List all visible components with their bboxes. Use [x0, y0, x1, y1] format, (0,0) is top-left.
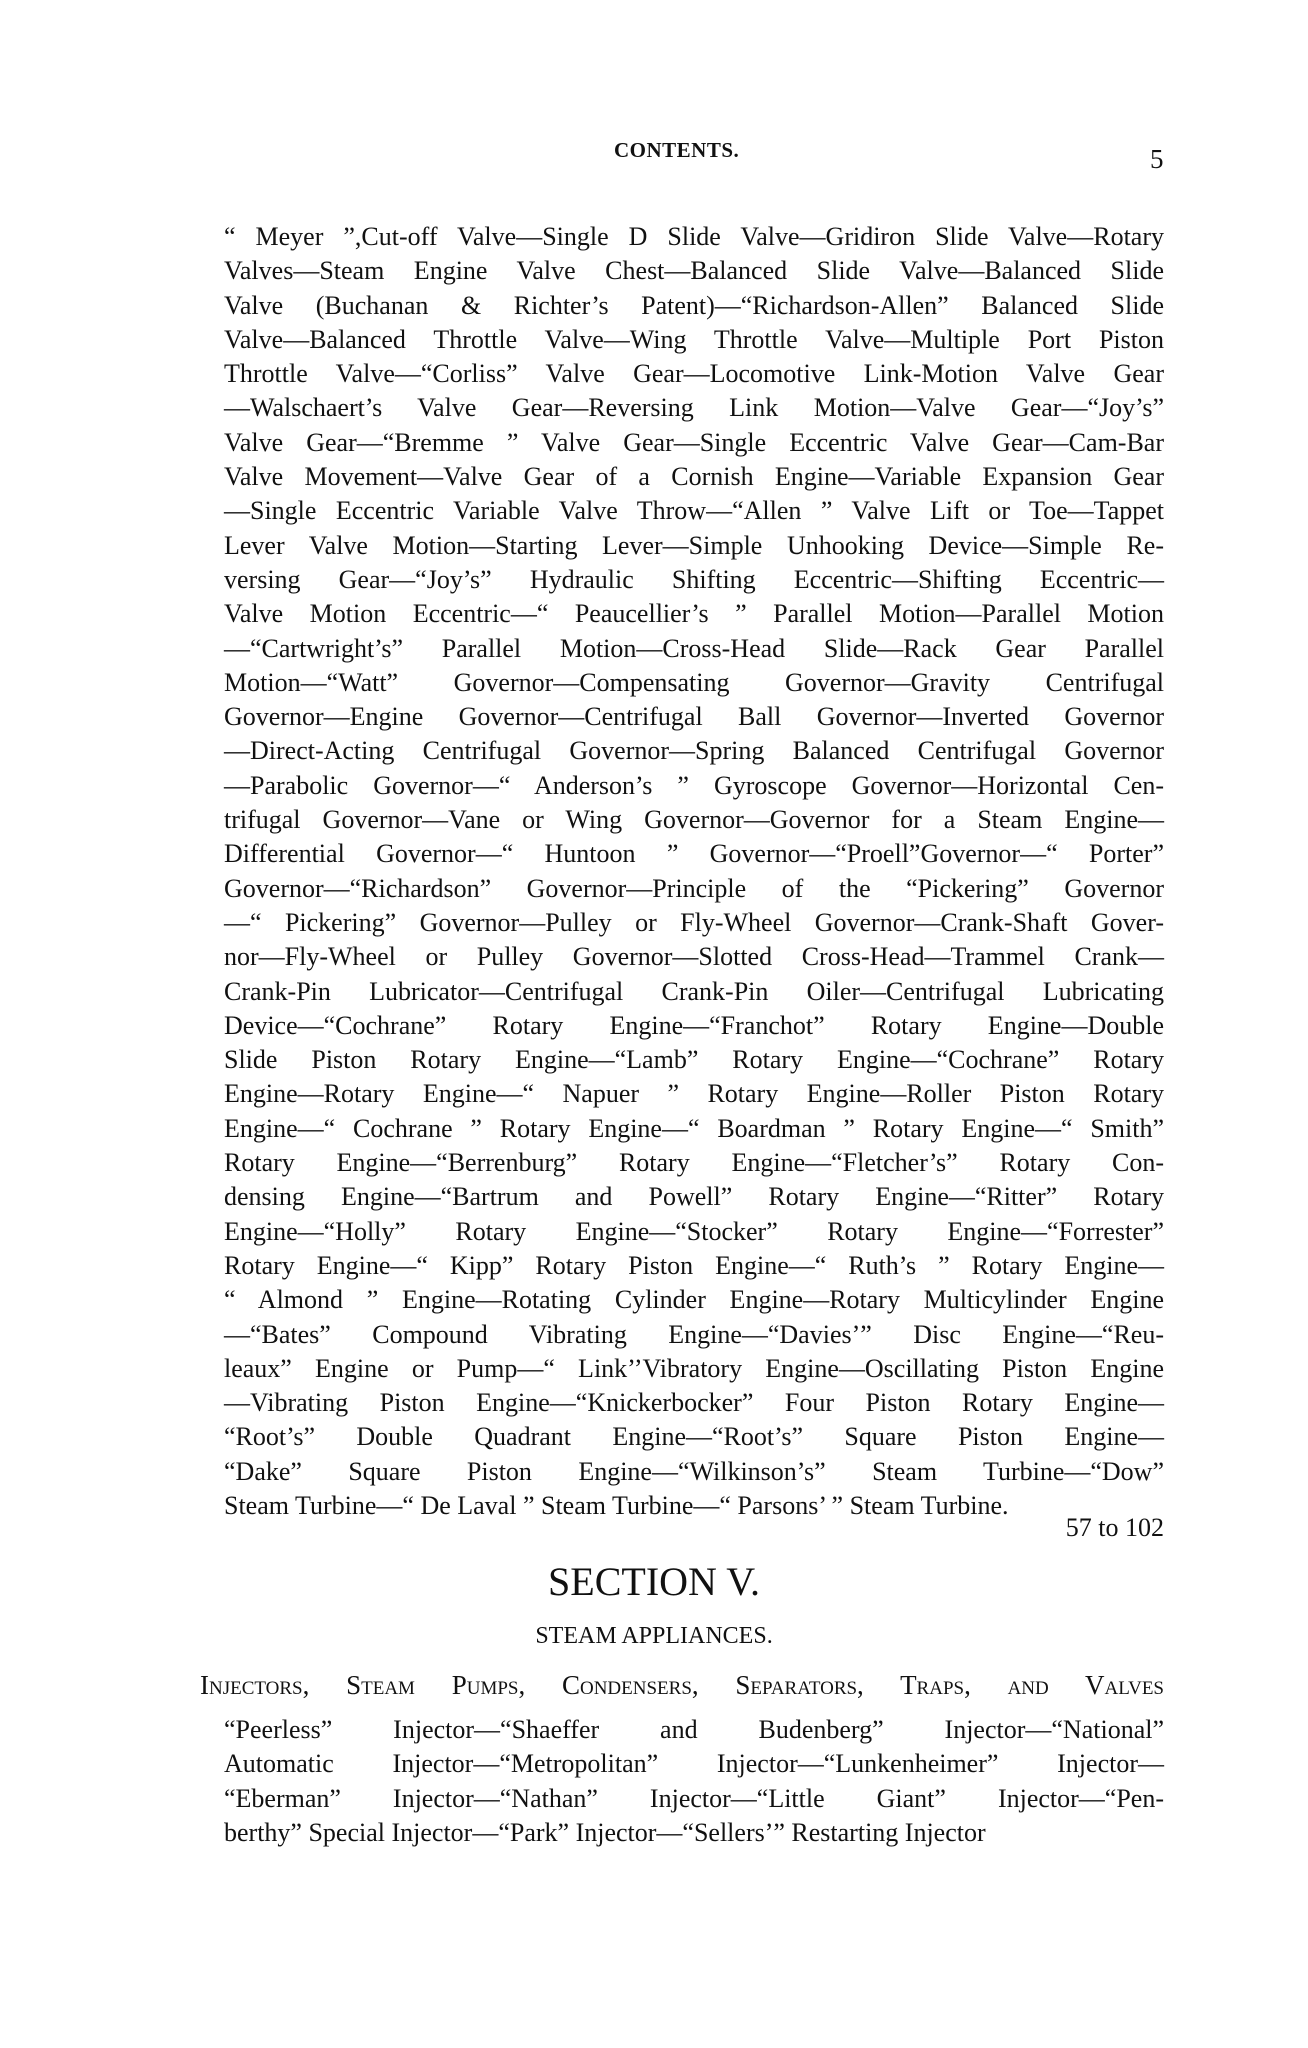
text-line: leaux” Engine or Pump—“ Link’’Vibratory Engine—Oscillating Piston Engine [224, 1353, 1164, 1383]
section-title: SECTION V. [548, 1559, 760, 1604]
running-head: CONTENTS. [614, 138, 740, 162]
page-number: 5 [1150, 144, 1164, 174]
text-line: Throttle Valve—“Corliss” Valve Gear—Locomotive Link-Motion Valve Gear [224, 359, 1164, 389]
text-line: Valve Gear—“Bremme ” Valve Gear—Single Eccentric Valve Gear—Cam-Bar [224, 427, 1164, 457]
text-line: —“Cartwright’s” Parallel Motion—Cross-Head Slide—Rack Gear Parallel [224, 633, 1164, 663]
text-line: Governor—Engine Governor—Centrifugal Ball Governor—Inverted Governor [224, 702, 1164, 732]
text-line: Governor—“Richardson” Governor—Principle of the “Pickering” Governor [224, 873, 1164, 903]
text-line: Steam Turbine—“ De Laval ” Steam Turbine—“ Parsons’ ” Steam Turbine. [224, 1490, 1009, 1520]
text-line: —Parabolic Governor—“ Anderson’s ” Gyroscope Governor—Horizontal Cen- [224, 770, 1164, 800]
text-line: Valve (Buchanan & Richter’s Patent)—“Richardson-Allen” Balanced Slide [224, 290, 1164, 320]
text-line: —“Bates” Compound Vibrating Engine—“Davies’” Disc Engine—“Reu- [224, 1319, 1164, 1349]
text-line: versing Gear—“Joy’s” Hydraulic Shifting Eccentric—Shifting Eccentric— [224, 564, 1164, 594]
section-heading: Injectors, Steam Pumps, Condensers, Separators, Traps, and Valves [200, 1670, 1164, 1700]
page-range: 57 to 102 [1065, 1513, 1164, 1542]
text-line: Motion—“Watt” Governor—Compensating Governor—Gravity Centrifugal [224, 667, 1164, 697]
contents-paragraph [224, 220, 1164, 1523]
text-line: “ Meyer ”,Cut-off Valve—Single D Slide Valve—Gridiron Slide Valve—Rotary [224, 222, 1164, 251]
text-line: Engine—“Holly” Rotary Engine—“Stocker” Rotary Engine—“Forrester” [224, 1216, 1164, 1246]
section-subtitle: STEAM APPLIANCES. [535, 1623, 773, 1649]
text-line: Valves—Steam Engine Valve Chest—Balanced Slide Valve—Balanced Slide [224, 256, 1164, 286]
text-line: —“ Pickering” Governor—Pulley or Fly-Wheel Governor—Crank-Shaft Gover- [224, 907, 1164, 937]
section-paragraph [224, 1713, 1164, 1850]
text-line: Engine—“ Cochrane ” Rotary Engine—“ Boardman ” Rotary Engine—“ Smith” [224, 1113, 1164, 1143]
text-line: Engine—Rotary Engine—“ Napuer ” Rotary Engine—Roller Piston Rotary [224, 1079, 1164, 1109]
text-line: “Peerless” Injector—“Shaeffer and Budenberg” Injector—“National” [224, 1715, 1164, 1744]
text-line: Valve Motion Eccentric—“ Peaucellier’s ” Parallel Motion—Parallel Motion [224, 599, 1164, 629]
text-line: “Eberman” Injector—“Nathan” Injector—“Little Giant” Injector—“Pen- [224, 1783, 1164, 1813]
text-line: Valve—Balanced Throttle Valve—Wing Throttle Valve—Multiple Port Piston [224, 324, 1164, 354]
page-header [0, 138, 1308, 178]
text-line: Automatic Injector—“Metropolitan” Injector—“Lunkenheimer” Injector— [224, 1749, 1164, 1779]
text-line: “ Almond ” Engine—Rotating Cylinder Engine—Rotary Multicylinder Engine [224, 1285, 1164, 1315]
text-line: densing Engine—“Bartrum and Powell” Rotary Engine—“Ritter” Rotary [224, 1182, 1164, 1212]
text-line: Rotary Engine—“Berrenburg” Rotary Engine—“Fletcher’s” Rotary Con- [224, 1148, 1164, 1178]
text-line: —Single Eccentric Variable Valve Throw—“Allen ” Valve Lift or Toe—Tappet [224, 496, 1164, 526]
text-line: —Direct-Acting Centrifugal Governor—Spring Balanced Centrifugal Governor [224, 736, 1164, 766]
text-line: trifugal Governor—Vane or Wing Governor—Governor for a Steam Engine— [224, 805, 1164, 835]
text-line: nor—Fly-Wheel or Pulley Governor—Slotted Cross-Head—Trammel Crank— [224, 942, 1164, 972]
text-line: —Walschaert’s Valve Gear—Reversing Link Motion—Valve Gear—“Joy’s” [224, 393, 1164, 423]
text-line: —Vibrating Piston Engine—“Knickerbocker” Four Piston Rotary Engine— [224, 1388, 1164, 1418]
text-line: “Root’s” Double Quadrant Engine—“Root’s” Square Piston Engine— [224, 1422, 1164, 1452]
text-line: Device—“Cochrane” Rotary Engine—“Franchot” Rotary Engine—Double [224, 1010, 1164, 1040]
text-line: Differential Governor—“ Huntoon ” Governor—“Proell”Governor—“ Porter” [224, 839, 1164, 869]
text-line: Rotary Engine—“ Kipp” Rotary Piston Engine—“ Ruth’s ” Rotary Engine— [224, 1250, 1164, 1280]
text-line: Slide Piston Rotary Engine—“Lamb” Rotary Engine—“Cochrane” Rotary [224, 1045, 1164, 1075]
text-line: berthy” Special Injector—“Park” Injector—“Sellers’” Restarting Injector [224, 1817, 986, 1847]
text-line: Valve Movement—Valve Gear of a Cornish Engine—Variable Expansion Gear [224, 462, 1164, 492]
text-line: Crank-Pin Lubricator—Centrifugal Crank-Pin Oiler—Centrifugal Lubricating [224, 976, 1164, 1006]
text-line: Lever Valve Motion—Starting Lever—Simple Unhooking Device—Simple Re- [224, 530, 1164, 560]
text-line: “Dake” Square Piston Engine—“Wilkinson’s” Steam Turbine—“Dow” [224, 1456, 1164, 1486]
